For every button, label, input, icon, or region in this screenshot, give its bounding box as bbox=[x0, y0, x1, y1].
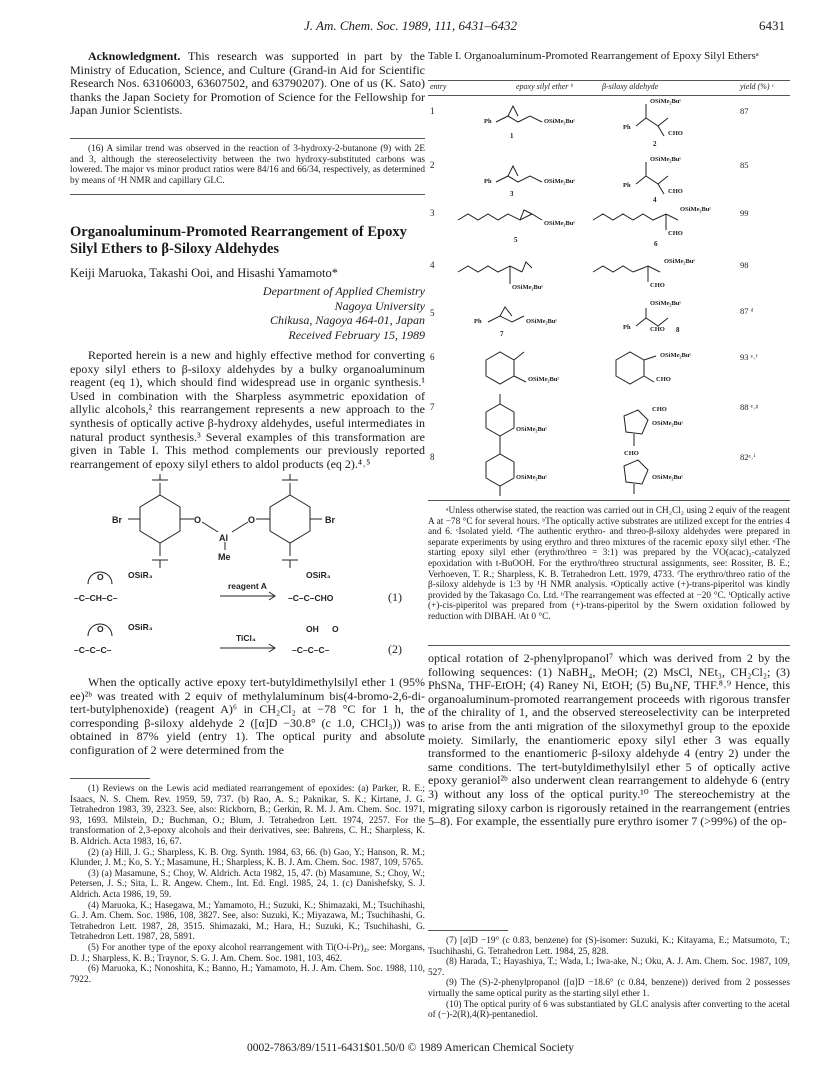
footnote-1: (1) Reviews on the Lewis acid mediated rearrangement of epoxides: (a) Parker, R. E.; Isaacs, N. S. Chem. Rev. 1959, 59, 737. (b) Rao, A. S.; Paknikar, S. K.; Kirtane, J. G. Tetrahedron 1983, 39, 2323. See, also: Rickborn, B.; Gerkin, R. M. J. Am. Chem. Soc. 1971, 93, 1693. Milstein, D.; Buchman, O.; Blum, J. Tetrahedron Lett. 1974, 2257. For the transformation of 2,3-epoxy alcohols and their derivatives, see: Bahrens, C. H.; Sharpless, K. B. Aldrich. Acta 1983, 16, 67. bbox=[70, 784, 425, 847]
entry-2: 2 bbox=[430, 160, 435, 170]
table-title: Table I. Organoaluminum-Promoted Rearrangement of Epoxy Silyl Ethersᵃ bbox=[428, 50, 759, 62]
yield-2: 85 bbox=[740, 160, 749, 170]
affiliation bbox=[70, 284, 425, 342]
right-body-paragraph: optical rotation of 2-phenylpropanol⁷ which was derived from 2 by the following sequences: (1) NaBH₄, MeOH; (2) MsCl, NEt₃, CH₂Cl₂; (3) PhSNa, THF-EtOH; (4) Raney Ni, EtOH; (5) Bu₄NF, THF.⁸˒⁹ Hence, this organoaluminum-promoted rearrangement proceeds with rigorous transfer of the chirality of 1, and the observed stereoselectivity can be interpreted to arise from the anti migration of the siloxymethyl group to the epoxide moiety. Similarly, the enantiomeric epoxy silyl ether 3 was equally transformed to the enantiomeric β-siloxy aldehyde 4 (entry 2) under the same conditions. The tert-butyldimethylsilyl ether 5 of optically active epoxy geraniol²ᵇ also underwent clean rearrangement to aldehyde 6 (entry 3) without any loss of the optical purity.¹⁰ The stereochemistry at the migrating siloxy carbon is rigorously retained in the rearrangement (entries 5–8). For example, the essentially pure erythro isomer 7 (>99%) of the op- bbox=[428, 651, 790, 829]
entry-1: 1 bbox=[430, 106, 435, 116]
yield-3: 99 bbox=[740, 208, 749, 218]
footnote-rule-right bbox=[428, 930, 508, 931]
table-rule-top bbox=[428, 80, 790, 81]
row8-silyl-a: OSiMe₂Buᵗ bbox=[516, 474, 547, 481]
footnote-4: (4) Maruoka, K.; Hasegawa, M.; Yamamoto, H.; Suzuki, K.; Shimazaki, M.; Tsuchihashi, G. J. Am. Chem. Soc. 1986, 108, 3827. See, also: Suzuki, K.; Miyazawa, M.; Tsuchihashi, G. Tetrahedron Lett. 1987, 28, 3515. Shimazaki, M.; Hara, H.; Suzuki, K.; Tsuchihashi, G. Tetrahedron Lett. 1987, 28, 5891. bbox=[70, 900, 425, 943]
eq1-group-right: OSiR₃ bbox=[306, 570, 331, 580]
footnote-9: (9) The (S)-2-phenylpropanol ([α]D −18.6° (c 0.84, benzene)) derived from 2 possesses virtually the same optical purity as the starting silyl ether 1. bbox=[428, 978, 790, 999]
eq2-arrow-label: TiCl₄ bbox=[236, 633, 256, 643]
affiliation-line-2: Nagoya University bbox=[334, 298, 425, 313]
right-footnotes bbox=[428, 936, 790, 1021]
row1-ph-b: Ph bbox=[623, 124, 631, 131]
footnote-7: (7) [α]D −19° (c 0.83, benzene) for (S)-isomer: Suzuki, K.; Kitayama, E.; Matsumoto, T.; Tsuchihashi, G. Tetrahedron Lett. 1984, 25, 828. bbox=[428, 936, 790, 957]
equation-2 bbox=[70, 618, 425, 668]
row3-silyl-a: OSiMe₂Buᵗ bbox=[544, 220, 575, 227]
row7-silyl-a: OSiMe₂Buᵗ bbox=[516, 426, 547, 433]
reagent-o-left: O bbox=[194, 515, 202, 525]
row5-ph-b: Ph bbox=[623, 324, 631, 331]
article-title: Organoaluminum-Promoted Rearrangement of Epoxy Silyl Ethers to β-Siloxy Aldehydes bbox=[70, 224, 407, 257]
row2-cmpd-b: 4 bbox=[653, 196, 657, 204]
entry-7: 7 bbox=[430, 402, 435, 412]
reagent-me: Me bbox=[218, 552, 231, 562]
table-footnotes: ᵃUnless otherwise stated, the reaction was carried out in CH₂Cl₂ using 2 equiv of the reagent A at −78 °C for several hours. ᵇThe optically active substrates are utilized except for the entries 4 and 6. ᶜIsolated yield. ᵈThe authentic erythro- and threo-β-siloxy aldehydes were prepared in separate experiments by using erythro and threo mixtures of the racemic epoxy silyl ether. ᵉThe starting epoxy silyl ether (erythro/threo = 3:1) was prepared by the VO(acac)₂-catalyzed epoxidation with t-BuOOH. For the erythro/threo structural assignments, see: Rossiter, B. E.; Verhoeven, T. R.; Sharpless, K. B. Tetrahedron Lett. 1979, 4733. ᶠThe erythro/threo ratio of the β-siloxy aldehyde is 1:3 by ¹H NMR analysis. ᵍOptically active (+)-trans-piperitol was kindly provided by the Takasago Co. Ltd. ʰThe rearrangement was effected at −20 °C. ⁱOptically active (+)-cis-piperitol was prepared from (+)-trans-piperitol by the Swern oxidation followed by reduction with DIBAH. ʲAt 0 °C. bbox=[428, 506, 790, 622]
running-head: J. Am. Chem. Soc. 1989, 111, 6431–6432 bbox=[303, 18, 518, 33]
row1-cmpd-a: 1 bbox=[510, 132, 514, 140]
th-aldehyde: β-siloxy aldehyde bbox=[602, 82, 659, 91]
row4-silyl-a: OSiMe₂Buᵗ bbox=[512, 284, 543, 291]
footnote-2: (2) (a) Hill, J. G.; Sharpless, K. B. Org. Synth. 1984, 63, 66. (b) Gao, Y.; Hanson, R. M.; Klunder, J. M.; Ko, S. Y.; Masamune, H.; Sharpless, K. B. J. Am. Chem. Soc. 1987, 109, 5765. bbox=[70, 847, 425, 869]
eq1-arrow-label: reagent A bbox=[228, 581, 267, 591]
row6-silyl-a: OSiMe₂Buᵗ bbox=[528, 376, 559, 383]
intro-paragraph: Reported herein is a new and highly effective method for converting epoxy silyl ethers to β-siloxy aldehydes by a bulky organoaluminum reagent (eq 1), which should find widespread use in organic synthesis.¹ Used in combination with the Sharpless asymmetric epoxidation of allylic alcohols,² this rearrangement represents a new approach to the synthesis of optically active β-hydroxy aldehydes, useful intermediates in natural product synthesis.³ Several examples of this transformation are given in Table I. This method complements our previously reported rearrangement of epoxy silyl ethers to aldol products (eq 2).⁴˒⁵ bbox=[70, 348, 425, 471]
row2-cho: CHO bbox=[668, 188, 683, 195]
footnote-6: (6) Maruoka, K.; Nonoshita, K.; Banno, H.; Yamamoto, H. J. Am. Chem. Soc. 1988, 110, 7922. bbox=[70, 964, 425, 985]
footnote-rule-left bbox=[70, 778, 150, 779]
row2-silyl-a: OSiMe₂Buᵗ bbox=[544, 178, 575, 185]
row5-silyl-b: OSiMe₂Buᵗ bbox=[650, 300, 681, 307]
reagent-a-structure bbox=[90, 480, 410, 570]
row5-cmpd-b: 8 bbox=[676, 326, 680, 334]
table-footnote-rule bbox=[428, 645, 790, 646]
eq1-epoxide-o: O bbox=[97, 572, 104, 582]
acknowledgment-text: This research was supported in part by the Ministry of Education, Science, and Culture (Grand-in Aid for Scientific Research Nos. 63106003, 63607502, and 63790207). One of us (K. Sato) thanks the Japan Society for Promotion of Science for the Fellowship for Japan Junior Scientists. bbox=[70, 49, 425, 118]
row3-silyl-b: OSiMe₂Buᵗ bbox=[680, 206, 711, 213]
row1-silyl-a: OSiMe₂Buᵗ bbox=[544, 118, 575, 125]
affiliation-line-1: Department of Applied Chemistry bbox=[262, 284, 425, 298]
left-footnotes bbox=[70, 784, 425, 985]
row2-ph-a: Ph bbox=[484, 178, 492, 185]
row4-silyl-b: OSiMe₂Buᵗ bbox=[664, 258, 695, 265]
table-header bbox=[430, 82, 790, 94]
th-entry: entry bbox=[430, 82, 447, 91]
yield-1: 87 bbox=[740, 106, 749, 116]
row2-silyl-b: OSiMe₂Buᵗ bbox=[650, 156, 681, 163]
row1-cmpd-b: 2 bbox=[653, 140, 657, 148]
page-number: 6431 bbox=[759, 18, 785, 33]
entry-3: 3 bbox=[430, 208, 435, 218]
row1-silyl-b: OSiMe₂Buᵗ bbox=[650, 98, 681, 105]
acknowledgment-heading: Acknowledgment. bbox=[88, 49, 181, 63]
footnote-3: (3) (a) Masamune, S.; Choy, W. Aldrich. Acta 1982, 15, 47. (b) Masamune, S.; Choy, W.; Petersen, J. S.; Sita, L. R. Angew. Chem., Int. Ed. Engl. 1985, 24, 1. (c) Danishefsky, S. J. Aldrich. Acta 1986, 19, 59. bbox=[70, 868, 425, 900]
footnote-5: (5) For another type of the epoxy alcohol rearrangement with Ti(O-i-Pr)₄, see: Morgans, D. J.; Sharpless, K. B.; Traynor, S. G. J. Am. Chem. Soc. 1981, 103, 462. bbox=[70, 942, 425, 964]
eq2-group: OSiR₃ bbox=[128, 622, 153, 632]
row5-silyl-a: OSiMe₂Buᵗ bbox=[526, 318, 557, 325]
entry-8: 8 bbox=[430, 452, 435, 462]
entry-5: 5 bbox=[430, 308, 435, 318]
row6-silyl-b: OSiMe₂Buᵗ bbox=[660, 352, 691, 359]
eq2-ketone-o: O bbox=[332, 624, 339, 634]
row6-cho: CHO bbox=[656, 376, 671, 383]
eq1-right-chain: –C–C–CHO bbox=[288, 593, 334, 603]
row4-cho: CHO bbox=[650, 282, 665, 289]
acknowledgment bbox=[70, 50, 425, 118]
page-footer: 0002-7863/89/1511-6431$01.50/0 © 1989 American Chemical Society bbox=[246, 1042, 575, 1054]
eq2-number: (2) bbox=[388, 642, 402, 656]
rule-top bbox=[70, 138, 425, 139]
row1-cho: CHO bbox=[668, 130, 683, 137]
reagent-o-right: O bbox=[248, 515, 256, 525]
th-yield: yield (%) ᶜ bbox=[740, 82, 774, 91]
eq1-group-left: OSiR₃ bbox=[128, 570, 153, 580]
eq1-number: (1) bbox=[388, 590, 402, 604]
affiliation-line-3: Chikusa, Nagoya 464-01, Japan bbox=[270, 313, 425, 327]
eq2-right-chain: –C–C–C– bbox=[292, 645, 330, 655]
row8-cho: CHO bbox=[624, 450, 639, 457]
row3-cho: CHO bbox=[668, 230, 683, 237]
row1-ph-a: Ph bbox=[484, 118, 492, 125]
yield-8: 82ᵉ˒ⁱ bbox=[740, 452, 756, 462]
reagent-br-left: Br bbox=[112, 515, 123, 525]
row5-ph-a: Ph bbox=[474, 318, 482, 325]
yield-4: 98 bbox=[740, 260, 749, 270]
yield-6: 93 ᵉ˒ᶠ bbox=[740, 352, 758, 362]
rule-article bbox=[70, 194, 425, 195]
row2-cmpd-a: 3 bbox=[510, 190, 514, 198]
eq2-left-chain: –C–C–C– bbox=[74, 645, 112, 655]
row5-cmpd-a: 7 bbox=[500, 330, 504, 338]
footnote-16: (16) A similar trend was observed in the reaction of 3-hydroxy-2-butanone (9) with 2E and 3, although the stereoselectivity between the two hydroxy-substituted carbons was lowered. The major vs minor product ratios were 84/16 and 66/34, respectively, as determined by means of ¹H NMR and capillary GLC. bbox=[70, 144, 425, 186]
table-rule-bottom bbox=[428, 500, 790, 501]
article-authors: Keiji Maruoka, Takashi Ooi, and Hisashi Yamamoto* bbox=[70, 266, 338, 280]
reagent-al: Al bbox=[219, 533, 228, 543]
paragraph-2: When the optically active epoxy tert-butyldimethylsilyl ether 1 (95% ee)²ᵇ was treated with 2 equiv of methylaluminum bis(4-bromo-2,6-di-tert-butylphenoxide) (reagent A)⁶ in CH₂Cl₂ at −78 °C for 1 h, the corresponding β-siloxy aldehyde 2 ([α]D −30.8° (c 1.0, CHCl₃)) was obtained in 87% yield (entry 1). The optical purity and absolute configuration of 2 were determined from the bbox=[70, 675, 425, 757]
th-epoxy: epoxy silyl ether ᵇ bbox=[516, 82, 573, 91]
row5-cho: CHO bbox=[650, 326, 665, 333]
row7-cho: CHO bbox=[652, 406, 667, 413]
footnote-8: (8) Harada, T.; Hayashiya, T.; Wada, I.; Iwa-ake, N.; Oku, A. J. Am. Chem. Soc. 1987, 109, 527. bbox=[428, 957, 790, 978]
yield-7: 88 ᵉ˒ᵍ bbox=[740, 402, 759, 412]
row7-silyl-b: OSiMe₂Buᵗ bbox=[652, 420, 683, 427]
table-body bbox=[428, 96, 790, 496]
equation-1 bbox=[70, 568, 425, 620]
yield-5: 87 ᵈ bbox=[740, 306, 754, 316]
entry-4: 4 bbox=[430, 260, 435, 270]
row3-cmpd-b: 6 bbox=[654, 240, 658, 248]
eq2-epoxide-o: O bbox=[97, 624, 104, 634]
row3-cmpd-a: 5 bbox=[514, 236, 518, 244]
eq2-oh: OH bbox=[306, 624, 319, 634]
eq1-left-chain: –C–CH–C– bbox=[74, 593, 118, 603]
reagent-br-right: Br bbox=[325, 515, 336, 525]
received-date: Received February 15, 1989 bbox=[288, 327, 425, 342]
entry-6: 6 bbox=[430, 352, 435, 362]
row2-ph-b: Ph bbox=[623, 182, 631, 189]
footnote-10: (10) The optical purity of 6 was substantiated by GLC analysis after converting to the acetal of (−)-2(R),4(R)-pentanediol. bbox=[428, 999, 790, 1021]
row8-silyl-b: OSiMe₂Buᵗ bbox=[652, 474, 683, 481]
